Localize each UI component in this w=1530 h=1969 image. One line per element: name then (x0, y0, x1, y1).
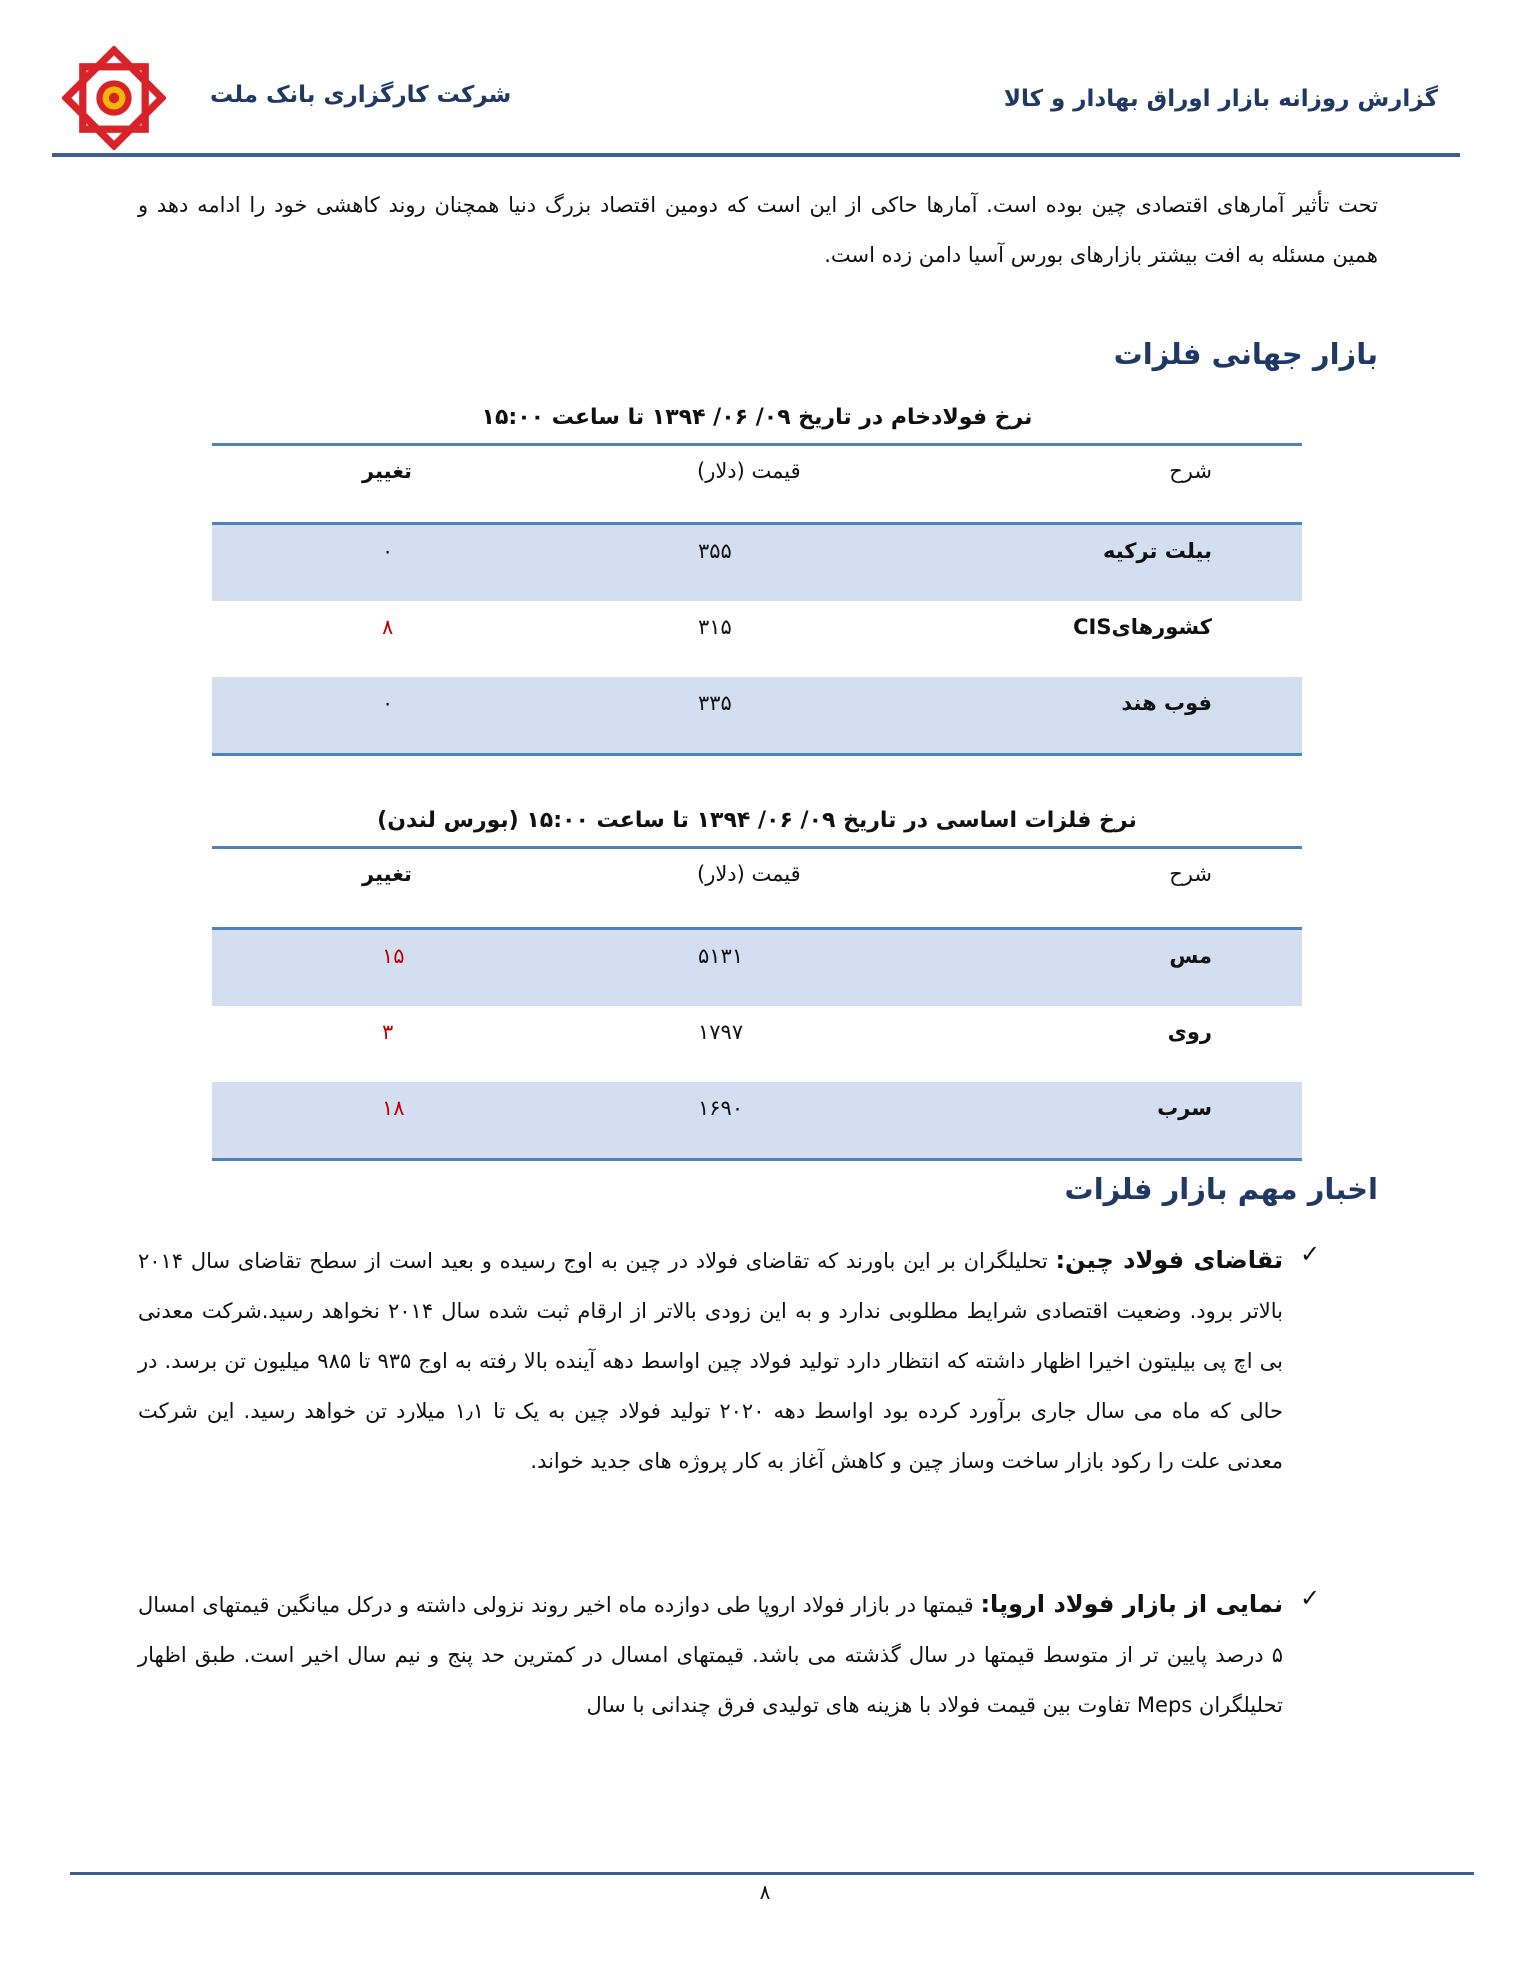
table-row (212, 930, 1302, 1006)
row-price: ۳۵۵ (698, 539, 732, 563)
news-body: قیمتها در بازار فولاد اروپا طی دوازده ماه اخیر روند نزولی داشته و درکل میانگین قیمتهای امسال ۵ درصد پایین تر از متوسط قیمتها در سال گذشته می باشد. قیمتهای امسال در کمترین حد پنج و نیم سال اخیر است. طبق اظهار تحلیلگران Meps تفاوت بین قیمت فولاد با هزینه های تولیدی فرق چندانی با سال (138, 1593, 1283, 1717)
row-change: ۳ (382, 1020, 394, 1044)
section-title-world-metals: بازار جهانی فلزات (1113, 337, 1378, 371)
news-title: نمایی از بازار فولاد اروپا: (980, 1590, 1283, 1618)
table-rule (212, 1158, 1302, 1161)
company-name: شرکت کارگزاری بانک ملت (210, 82, 512, 108)
intro-paragraph: تحت تأثیر آمارهای اقتصادی چین بوده است. آمارها حاکی از این است که دومین اقتصاد بزرگ دنیا همچنان روند کاهشی خود را ادامه دهد و همین مسئله به افت بیشتر بازارهای بورس آسیا دامن زده است. (138, 193, 1378, 267)
row-desc: فوب هند (1121, 691, 1212, 715)
news-title: تقاضای فولاد چین: (1055, 1246, 1284, 1274)
row-price: ۵۱۳۱ (698, 944, 744, 968)
news-body: تحلیلگران بر این باورند که تقاضای فولاد در چین به اوج رسیده و بعید است از سطح تقاضای سال ۲۰۱۴ بالاتر برود. وضعیت اقتصادی شرایط مطلوبی ندارد و به این زودی بالاتر از ارقام ثبت شده سال ۲۰۱۴ نخواهد رسید.شرکت معدنی بی اچ پی بیلیتون اخیرا اظهار داشته که انتظار دارد تولید فولاد چین اواسط دهه آینده بالا رفته به اوج ۹۳۵ تا ۹۸۵ میلیون تن برسد. در حالی که ماه می سال جاری برآورد کرده بود اواسط دهه ۲۰۲۰ تولید فولاد چین به یک تا ۱٫۱ میلارد تن خواهد رسید. این شرکت معدنی علت را رکود بازار ساخت وساز چین و کاهش آغاز به کار پروژه های جدید خواند. (138, 1249, 1284, 1473)
header-desc: شرح (1169, 459, 1212, 483)
row-desc: سرب (1157, 1096, 1212, 1120)
row-price: ۱۷۹۷ (698, 1020, 744, 1044)
table-row (212, 601, 1302, 677)
header-price: قیمت (دلار) (697, 862, 801, 886)
table2-caption: نرخ فلزات اساسی در تاریخ ۰۹/ ۰۶/ ۱۳۹۴ تا ساعت ۱۵:۰۰ (بورس لندن) (377, 808, 1137, 833)
row-desc: بیلت ترکیه (1102, 539, 1212, 563)
news-item-china-steel (138, 1235, 1283, 1486)
table-row (212, 677, 1302, 753)
section-title-metals-news: اخبار مهم بازار فلزات (1064, 1172, 1378, 1206)
header-divider (52, 153, 1460, 157)
row-change: ۸ (382, 615, 394, 639)
check-icon: ✓ (1300, 1584, 1321, 1612)
header-change: تغییر (362, 459, 412, 483)
news-item-europe-steel (138, 1579, 1283, 1730)
row-price: ۳۳۵ (698, 691, 732, 715)
row-change: ۱۵ (382, 944, 405, 968)
header-price: قیمت (دلار) (697, 459, 801, 483)
page-number: ۸ (759, 1880, 771, 1904)
table-header-row (212, 445, 1302, 521)
table-row (212, 525, 1302, 601)
bank-mellat-logo (62, 46, 166, 150)
footer-divider (70, 1872, 1474, 1875)
row-price: ۳۱۵ (698, 615, 732, 639)
table1-caption: نرخ فولادخام در تاریخ ۰۹/ ۰۶/ ۱۳۹۴ تا ساعت ۱۵:۰۰ (481, 405, 1033, 430)
row-change: ۱۸ (382, 1096, 405, 1120)
row-change: ۰ (382, 539, 394, 563)
row-desc: کشورهایCIS (1073, 615, 1212, 639)
row-desc: مس (1169, 944, 1212, 968)
table-row (212, 1082, 1302, 1158)
row-price: ۱۶۹۰ (698, 1096, 744, 1120)
row-change: ۰ (382, 691, 394, 715)
report-title: گزارش روزانه بازار اوراق بهادار و کالا (1003, 86, 1438, 112)
check-icon: ✓ (1300, 1240, 1321, 1268)
row-desc: روی (1167, 1020, 1212, 1044)
table-row (212, 1006, 1302, 1082)
table-header-row (212, 848, 1302, 924)
header-change: تغییر (362, 862, 412, 886)
table-rule (212, 753, 1302, 756)
header-desc: شرح (1169, 862, 1212, 886)
